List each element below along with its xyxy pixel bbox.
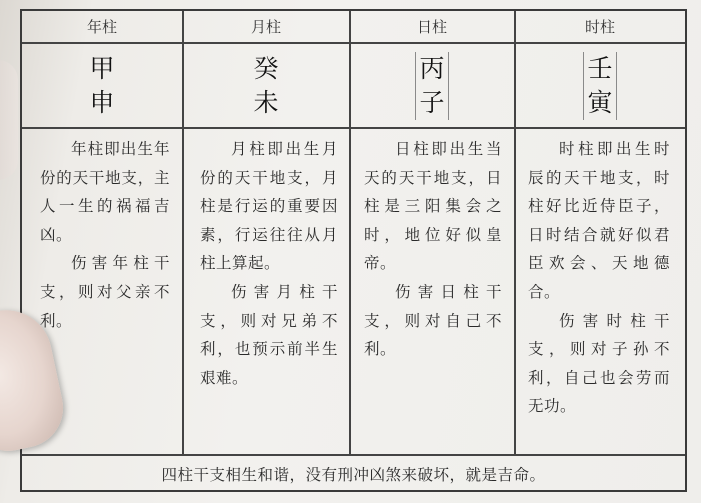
year-pillar-chars — [22, 45, 182, 127]
month-branch: 未 — [253, 88, 279, 117]
month-pillar-chars — [183, 45, 349, 127]
year-stem: 甲 — [89, 54, 115, 83]
page-curl-shadow — [0, 60, 18, 180]
hour-desc-harm: 伤害时柱干支，则对子孙不利，自己也会劳而无功。 — [528, 311, 670, 416]
table-footer-note: 四柱干支相生和谐，没有刑冲凶煞来破坏，就是吉命。 — [161, 466, 546, 484]
header-day-pillar: 日柱 — [416, 18, 447, 36]
day-branch: 子 — [419, 88, 445, 117]
hour-branch: 寅 — [587, 88, 613, 117]
month-desc-harm: 伤害月柱干支，则对兄弟不利，也预示前半生艰难。 — [200, 282, 338, 387]
year-desc-harm: 伤害年柱干支，则对父亲不利。 — [40, 254, 170, 330]
header-year-pillar: 年柱 — [86, 18, 117, 36]
hour-stem: 壬 — [587, 54, 613, 83]
day-pillar-chars — [350, 45, 514, 127]
month-desc-meaning: 月柱即出生月份的天干地支，月柱是行运的重要因素，行运往往从月柱上算起。 — [200, 140, 338, 273]
header-hour-pillar: 时柱 — [584, 18, 615, 36]
day-stem: 丙 — [419, 54, 445, 83]
header-month-pillar: 月柱 — [250, 18, 281, 36]
pillar-divider — [22, 127, 685, 129]
day-pillar-description — [364, 135, 502, 364]
month-pillar-description — [200, 135, 338, 392]
hour-pillar-chars — [515, 45, 685, 127]
four-pillars-table — [20, 9, 687, 492]
month-stem: 癸 — [253, 54, 279, 83]
year-branch: 申 — [89, 88, 115, 117]
hour-desc-meaning: 时柱即出生时辰的天干地支，时柱好比近侍臣子，日时结合就好似君臣欢会、天地德合。 — [528, 140, 670, 301]
day-desc-meaning: 日柱即出生当天的天干地支，日柱是三阳集会之时，地位好似皇帝。 — [364, 140, 502, 273]
year-pillar-description — [40, 135, 170, 335]
hour-pillar-description — [528, 135, 670, 421]
year-desc-meaning: 年柱即出生年份的天干地支，主人一生的祸福吉凶。 — [40, 140, 170, 244]
day-desc-harm: 伤害日柱干支，则对自己不利。 — [364, 282, 502, 359]
header-divider — [22, 42, 685, 44]
